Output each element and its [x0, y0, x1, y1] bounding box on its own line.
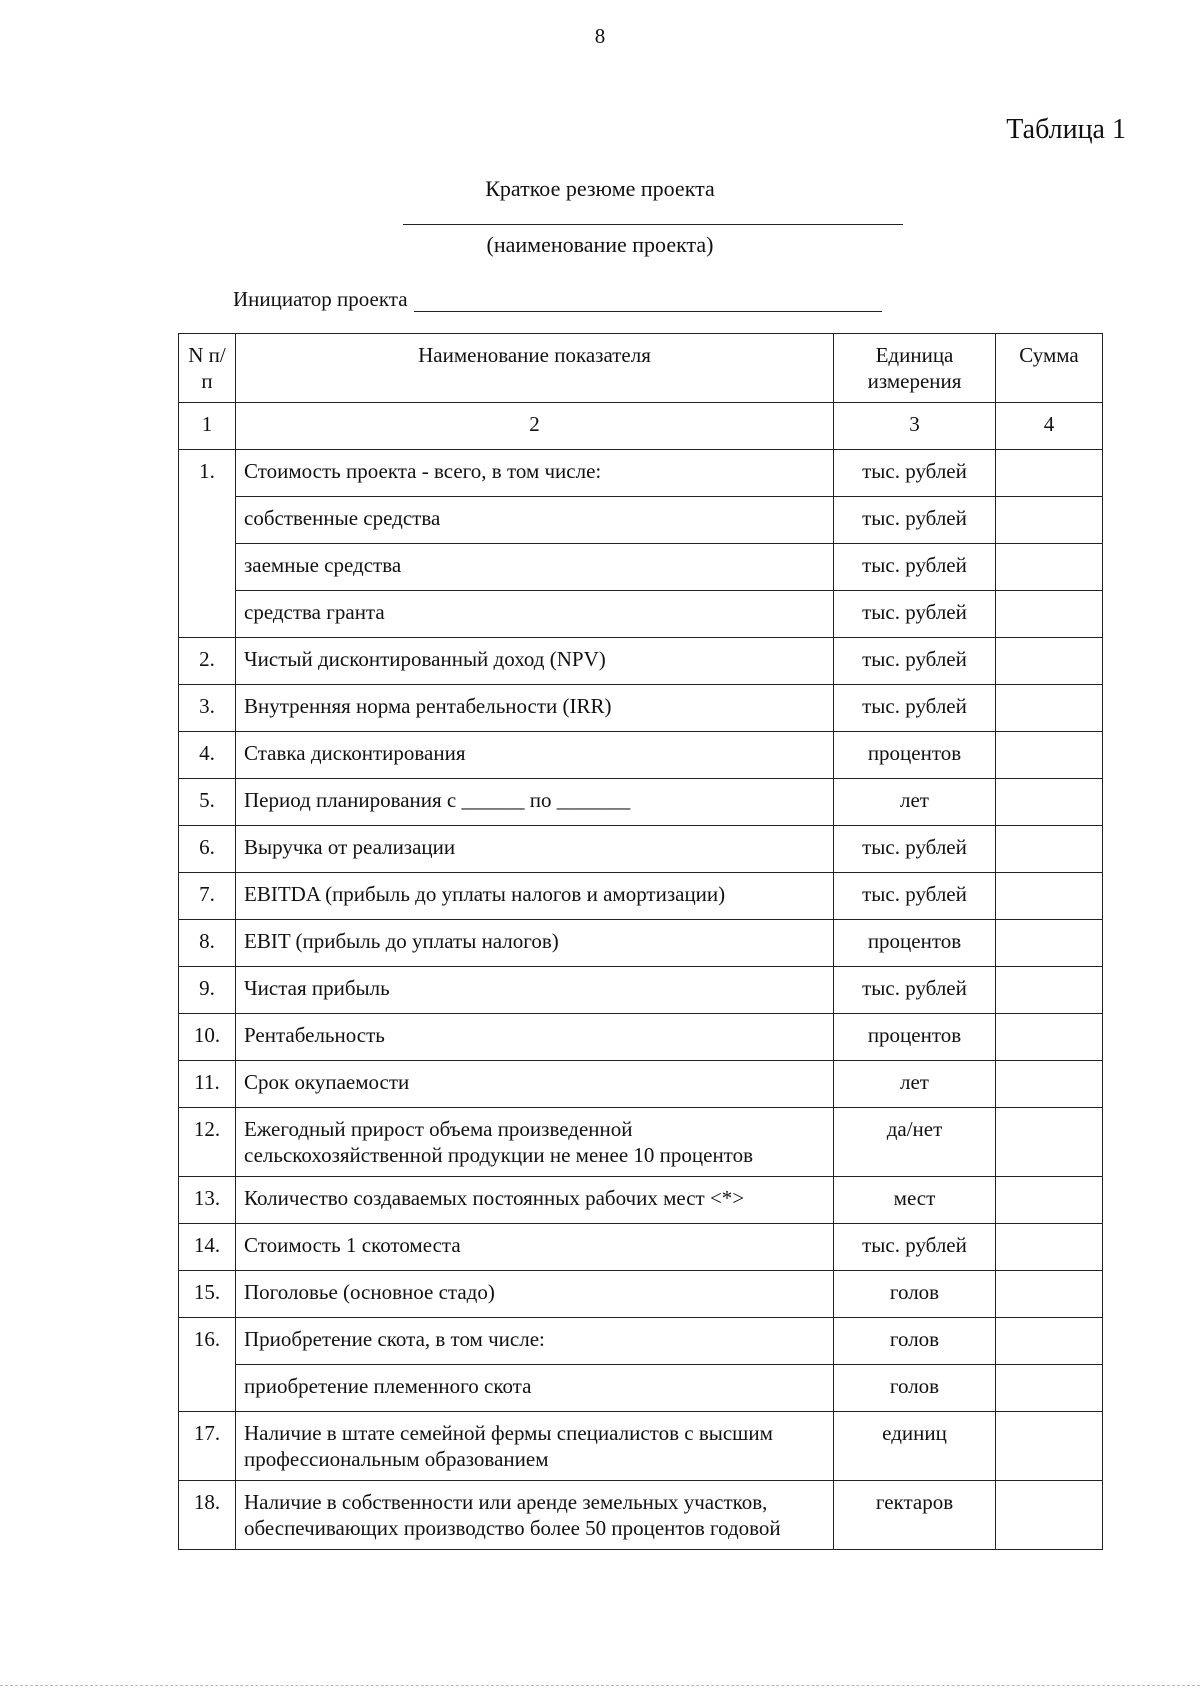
row-number [179, 544, 236, 591]
row-number [179, 591, 236, 638]
row-unit: тыс. рублей [834, 638, 996, 685]
row-unit: тыс. рублей [834, 591, 996, 638]
project-name-line [403, 224, 903, 225]
table-row [179, 1412, 1103, 1481]
row-indicator-name: Стоимость 1 скотоместа [236, 1224, 834, 1271]
row-indicator-name: заемные средства [236, 544, 834, 591]
row-unit: тыс. рублей [834, 685, 996, 732]
project-summary-table [178, 333, 1103, 1550]
row-unit: гектаров [834, 1481, 996, 1550]
table-row [179, 591, 1103, 638]
table-label: Таблица 1 [1006, 114, 1126, 145]
column-index: 4 [996, 403, 1103, 450]
initiator-label: Инициатор проекта [233, 287, 408, 311]
row-unit: тыс. рублей [834, 497, 996, 544]
row-number: 18. [179, 1481, 236, 1550]
table-row [179, 1177, 1103, 1224]
row-number: 11. [179, 1061, 236, 1108]
row-unit: голов [834, 1318, 996, 1365]
row-number: 5. [179, 779, 236, 826]
row-sum-cell [996, 1224, 1103, 1271]
row-unit: тыс. рублей [834, 450, 996, 497]
table-header-row [179, 334, 1103, 403]
header-name: Наименование показателя [236, 334, 834, 403]
table-row [179, 497, 1103, 544]
row-indicator-name: EBITDA (прибыль до уплаты налогов и амортизации) [236, 873, 834, 920]
table-row [179, 779, 1103, 826]
row-indicator-name: Срок окупаемости [236, 1061, 834, 1108]
row-indicator-name: Внутренняя норма рентабельности (IRR) [236, 685, 834, 732]
row-indicator-name: Стоимость проекта - всего, в том числе: [236, 450, 834, 497]
row-number: 4. [179, 732, 236, 779]
table-row [179, 967, 1103, 1014]
row-indicator-name: Поголовье (основное стадо) [236, 1271, 834, 1318]
initiator-field [233, 287, 882, 312]
row-unit: тыс. рублей [834, 826, 996, 873]
row-unit: процентов [834, 1014, 996, 1061]
table-row [179, 1014, 1103, 1061]
column-index: 1 [179, 403, 236, 450]
row-number [179, 497, 236, 544]
row-unit: тыс. рублей [834, 544, 996, 591]
column-index: 3 [834, 403, 996, 450]
row-number: 1. [179, 450, 236, 497]
row-indicator-name: Рентабельность [236, 1014, 834, 1061]
row-number: 17. [179, 1412, 236, 1481]
page-number: 8 [594, 24, 606, 48]
row-number: 14. [179, 1224, 236, 1271]
row-sum-cell [996, 967, 1103, 1014]
row-indicator-name: Наличие в штате семейной фермы специалистов с высшим профессиональным образованием [236, 1412, 834, 1481]
row-unit: мест [834, 1177, 996, 1224]
row-number: 8. [179, 920, 236, 967]
row-unit: голов [834, 1271, 996, 1318]
row-sum-cell [996, 1014, 1103, 1061]
row-number: 6. [179, 826, 236, 873]
row-sum-cell [996, 732, 1103, 779]
table-row [179, 450, 1103, 497]
table-row [179, 873, 1103, 920]
row-sum-cell [996, 1412, 1103, 1481]
row-indicator-name: Выручка от реализации [236, 826, 834, 873]
table-row [179, 1061, 1103, 1108]
header-num: N п/п [179, 334, 236, 403]
row-indicator-name: средства гранта [236, 591, 834, 638]
row-sum-cell [996, 779, 1103, 826]
table-row [179, 638, 1103, 685]
row-indicator-name: Период планирования с ______ по _______ [236, 779, 834, 826]
row-sum-cell [996, 544, 1103, 591]
row-unit: голов [834, 1365, 996, 1412]
table-row [179, 1481, 1103, 1550]
row-number: 15. [179, 1271, 236, 1318]
row-sum-cell [996, 450, 1103, 497]
row-unit: единиц [834, 1412, 996, 1481]
row-sum-cell [996, 1318, 1103, 1365]
row-sum-cell [996, 497, 1103, 544]
column-index: 2 [236, 403, 834, 450]
table-row [179, 1318, 1103, 1365]
initiator-blank-line [414, 291, 882, 312]
row-indicator-name: Ставка дисконтирования [236, 732, 834, 779]
row-unit: тыс. рублей [834, 873, 996, 920]
row-number: 7. [179, 873, 236, 920]
table-row [179, 1224, 1103, 1271]
row-sum-cell [996, 1108, 1103, 1177]
row-unit: лет [834, 779, 996, 826]
row-number: 9. [179, 967, 236, 1014]
row-number: 2. [179, 638, 236, 685]
row-sum-cell [996, 1365, 1103, 1412]
row-number: 3. [179, 685, 236, 732]
row-unit: да/нет [834, 1108, 996, 1177]
row-number: 12. [179, 1108, 236, 1177]
table-row [179, 920, 1103, 967]
column-index-row [179, 403, 1103, 450]
row-indicator-name: Количество создаваемых постоянных рабочих мест <*> [236, 1177, 834, 1224]
row-unit: тыс. рублей [834, 967, 996, 1014]
scan-bottom-edge [0, 1685, 1200, 1686]
row-sum-cell [996, 826, 1103, 873]
project-name-caption: (наименование проекта) [486, 232, 714, 257]
row-indicator-name: приобретение племенного скота [236, 1365, 834, 1412]
row-indicator-name: собственные средства [236, 497, 834, 544]
row-sum-cell [996, 591, 1103, 638]
row-sum-cell [996, 685, 1103, 732]
row-sum-cell [996, 1177, 1103, 1224]
table-row [179, 732, 1103, 779]
row-sum-cell [996, 920, 1103, 967]
row-sum-cell [996, 1481, 1103, 1550]
row-indicator-name: Чистый дисконтированный доход (NPV) [236, 638, 834, 685]
table-row [179, 1365, 1103, 1412]
row-number: 13. [179, 1177, 236, 1224]
document-title: Краткое резюме проекта [485, 176, 715, 201]
table-row [179, 685, 1103, 732]
row-unit: тыс. рублей [834, 1224, 996, 1271]
header-unit: Единица измерения [834, 334, 996, 403]
row-number [179, 1365, 236, 1412]
row-sum-cell [996, 1061, 1103, 1108]
header-sum: Сумма [996, 334, 1103, 403]
row-unit: лет [834, 1061, 996, 1108]
table-row [179, 1108, 1103, 1177]
row-unit: процентов [834, 920, 996, 967]
row-sum-cell [996, 873, 1103, 920]
row-number: 10. [179, 1014, 236, 1061]
row-indicator-name: Ежегодный прирост объема произведенной сельскохозяйственной продукции не менее 10 процентов [236, 1108, 834, 1177]
table-row [179, 826, 1103, 873]
table-row [179, 544, 1103, 591]
row-indicator-name: EBIT (прибыль до уплаты налогов) [236, 920, 834, 967]
row-indicator-name: Приобретение скота, в том числе: [236, 1318, 834, 1365]
row-sum-cell [996, 1271, 1103, 1318]
row-indicator-name: Наличие в собственности или аренде земельных участков, обеспечивающих производство более 50 процентов годовой [236, 1481, 834, 1550]
row-sum-cell [996, 638, 1103, 685]
row-unit: процентов [834, 732, 996, 779]
row-number: 16. [179, 1318, 236, 1365]
row-indicator-name: Чистая прибыль [236, 967, 834, 1014]
table-row [179, 1271, 1103, 1318]
